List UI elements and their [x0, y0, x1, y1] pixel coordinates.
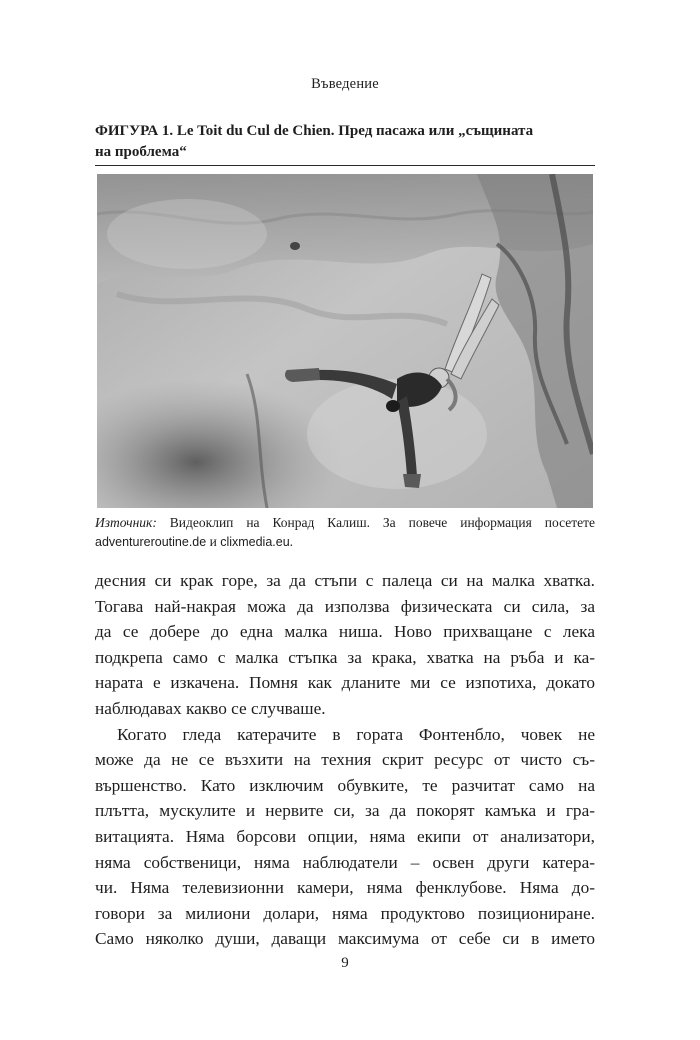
figure-source: [95, 513, 595, 552]
text-line: чи. Няма телевизионни камери, няма фенклубове. Няма до-: [95, 878, 595, 898]
figure-caption: [95, 121, 595, 163]
text-line: вършенство. Като изключим обувките, те разчитат само на: [95, 775, 595, 795]
text-line: подкрепа само с малка стъпка за крака, хватка на ръба и ка-: [95, 647, 595, 667]
figure-caption-line: ФИГУРА 1. Le Toit du Cul de Chien. Пред пасажа или „същината: [95, 123, 534, 139]
book-page: [95, 0, 595, 1040]
text-line: да се добере до една малка ниша. Ново прихващане с лека: [95, 622, 595, 642]
body-text: [95, 568, 595, 952]
figure-caption-line: на проблема“: [95, 144, 187, 160]
source-link-adventureroutine[interactable]: adventureroutine.de: [95, 535, 207, 549]
source-label: Източник:: [95, 515, 157, 530]
paragraph: [95, 722, 595, 952]
text-line: наблюдавах какво се случваше.: [95, 698, 326, 718]
text-line: Когато гледа катерачите в гората Фонтенбло, човек не: [117, 724, 595, 744]
figure-divider: [95, 165, 595, 166]
text-line: може да не се възхити на техния скрит ресурс от чисто съ-: [95, 750, 595, 770]
source-link-clixmedia[interactable]: clixmedia.eu: [220, 535, 290, 549]
text-line: говори за милиони долари, няма продуктово позициониране.: [95, 903, 595, 923]
text-line: няма собственици, няма наблюдатели – освен други катера-: [95, 852, 595, 872]
text-line: Тогава най-накрая можа да използва физическата си сила, за: [95, 596, 595, 616]
source-connector: и: [206, 534, 221, 549]
climbing-photo-image: [97, 174, 593, 508]
page-number: 9: [341, 955, 349, 971]
text-line: Само няколко души, даващи максимума от себе си в името: [95, 929, 595, 949]
running-head: Въведение: [311, 76, 379, 92]
text-line: нарата е изкачена. Помня как дланите ми се изпотиха, докато: [95, 673, 595, 693]
text-line: плътта, мускулите и нервите си, за да покорят камъка и гра-: [95, 801, 595, 821]
source-text: Видеоклип на Конрад Калиш. За повече информация посетете: [156, 515, 595, 530]
text-line: десния си крак горе, за да стъпи с палеца си на малка хватка.: [95, 571, 595, 590]
source-end: .: [289, 534, 294, 549]
climbing-photo: [97, 174, 593, 508]
text-line: витацията. Няма борсови опции, няма екипи от анализатори,: [95, 826, 595, 846]
paragraph: [95, 568, 595, 722]
